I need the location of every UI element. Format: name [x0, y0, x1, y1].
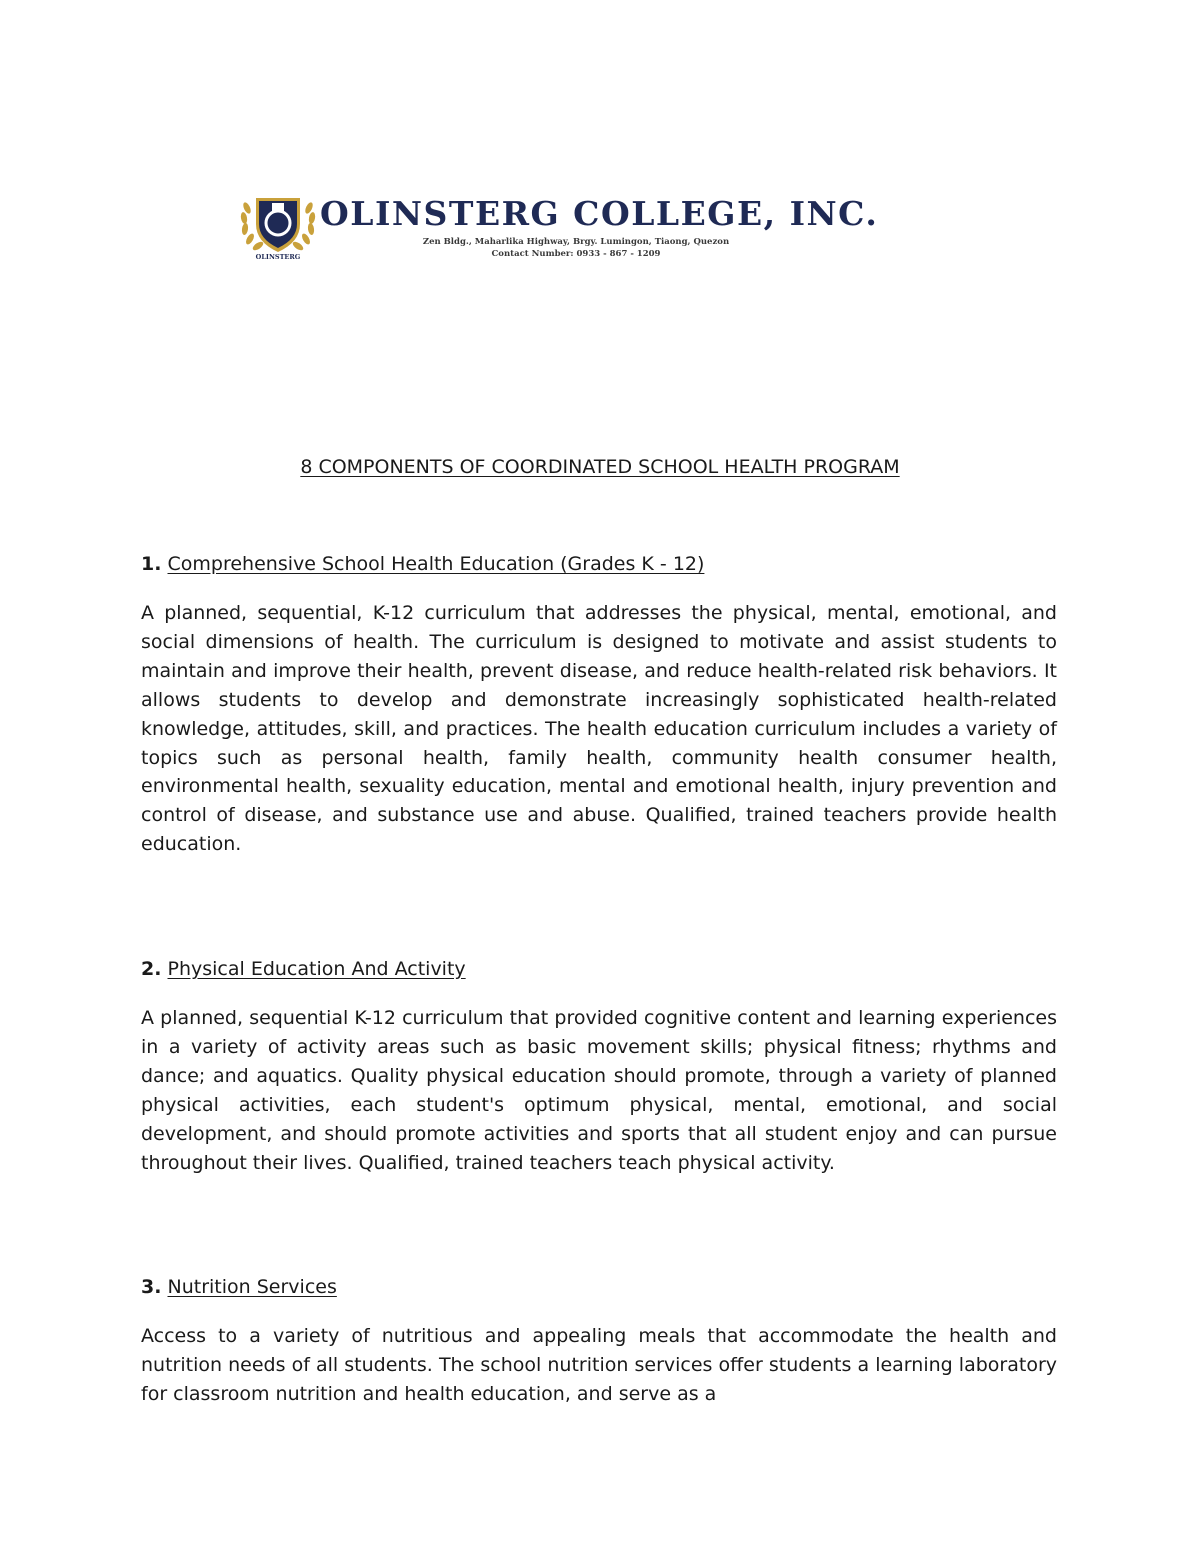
section-body: Access to a variety of nutritious and appealing meals that accommodate the health and nutrition needs of all students. The school nutrition services offer students a learning laboratory for classroom nutrition and health education, and serve as a — [141, 1325, 1057, 1405]
section-body: A planned, sequential K-12 curriculum that provided cognitive content and learning experiences in a variety of activity areas such as basic movement skills; physical fitness; rhythms and dance; and aquatics. Quality physical education should promote, through a variety of planned physical activities, each student's optimum physical, mental, emotional, and social development, and should promote activities and sports that all student enjoy and can pursue throughout their lives. Qualified, trained teachers teach physical activity. — [141, 1007, 1057, 1174]
section-number: 3. — [141, 1276, 162, 1298]
section-nutrition-services — [141, 1275, 1057, 1410]
section-title: Comprehensive School Health Education (Grades K - 12) — [167, 553, 705, 575]
letterhead — [238, 190, 878, 270]
section-heading — [141, 1275, 1057, 1299]
document-title: 8 COMPONENTS OF COORDINATED SCHOOL HEALTH PROGRAM — [300, 456, 900, 478]
college-address: Zen Bldg., Maharlika Highway, Brgy. Lumingon, Tiaong, Quezon — [422, 237, 730, 247]
section-heading — [141, 957, 1057, 981]
college-seal-logo — [238, 190, 318, 262]
section-physical-education — [141, 957, 1057, 1177]
section-number: 1. — [141, 553, 162, 575]
section-body: A planned, sequential, K-12 curriculum that addresses the physical, mental, emotional, and social dimensions of health. The curriculum is designed to motivate and assist students to maintain and improve their health, prevent disease, and reduce health-related risk behaviors. It allows students to develop and demonstrate increasingly sophisticated health-related knowledge, attitudes, skill, and practices. The health education curriculum includes a variety of topics such as personal health, family health, community health consumer health, environmental health, sexuality education, mental and emotional health, injury prevention and control of disease, and substance use and abuse. Qualified, trained teachers provide health education. — [141, 602, 1057, 856]
section-title: Physical Education And Activity — [167, 958, 466, 980]
college-name: OLINSTERG COLLEGE, INC. — [320, 194, 879, 233]
college-contact-number: Contact Number: 0933 - 867 - 1209 — [491, 249, 661, 259]
seal-banner-text: OLINSTERG — [255, 253, 301, 261]
section-number: 2. — [141, 958, 162, 980]
section-health-education — [141, 552, 1057, 859]
section-title: Nutrition Services — [167, 1276, 337, 1298]
section-heading — [141, 552, 1057, 576]
